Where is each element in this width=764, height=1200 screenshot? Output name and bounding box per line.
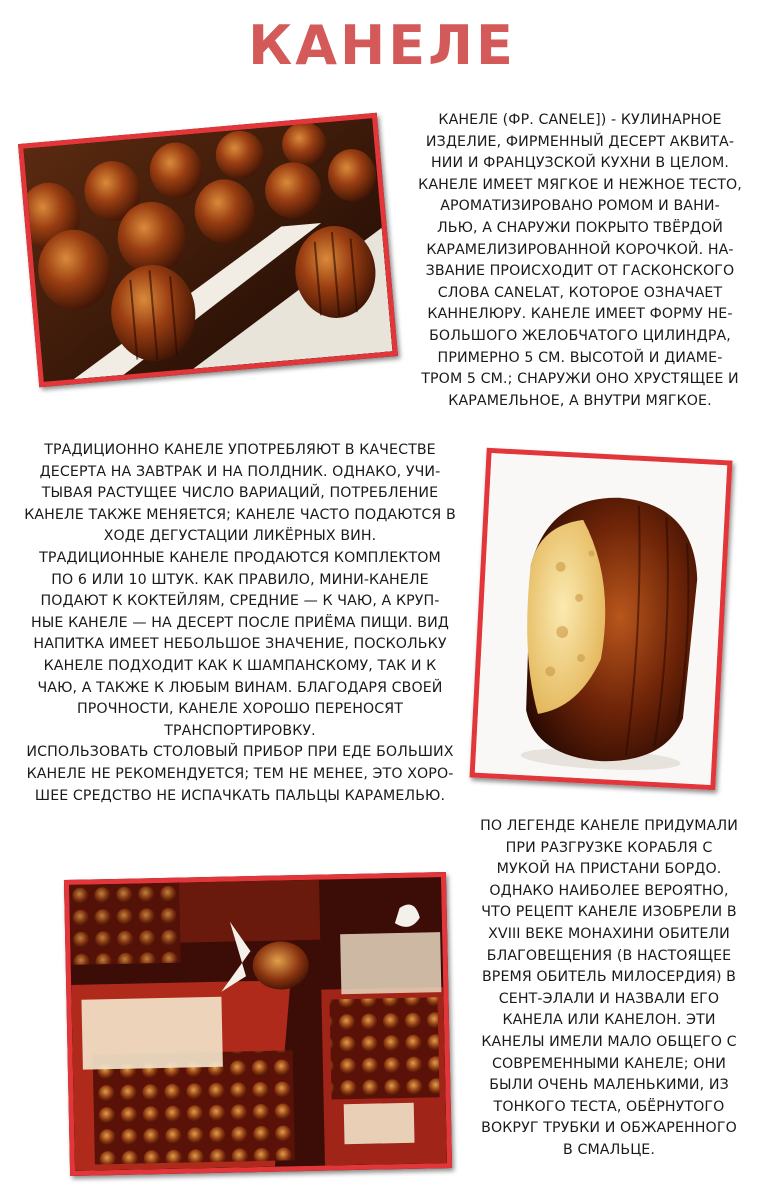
page-title: КАНЕЛЕ bbox=[248, 14, 516, 77]
tradition-paragraph: ТРАДИЦИОННО КАНЕЛЕ УПОТРЕБЛЯЮТ В КАЧЕСТВЕ ДЕСЕРТА НА ЗАВТРАК И НА ПОЛДНИК. ОДНАКО, УЧИ- ТЫВАЯ РАСТУЩЕЕ ЧИСЛО ВАРИАЦИЙ, ПОТРЕБЛЕНИЕ КАНЕЛЕ ТАКЖЕ МЕНЯЕТСЯ; КАНЕЛЕ ЧАСТО ПОДАЮТСЯ В ХОДЕ ДЕГУСТАЦИИ ЛИКЁРНЫХ ВИН. ТРАДИЦИОННЫЕ КАНЕЛЕ ПРОДАЮТСЯ КОМПЛЕКТОМ ПО 6 ИЛИ 10 ШТУК. КАК ПРАВИЛО, МИНИ-КАНЕЛЕ ПОДАЮТ К КОКТЕЙЛЯМ, СРЕДНИЕ — К ЧАЮ, А КРУП- НЫЕ КАНЕЛЕ — НА ДЕСЕРТ ПОСЛЕ ПРИЁМА ПИЩИ. ВИД НАПИТКА ИМЕЕТ НЕБОЛЬШОЕ ЗНАЧЕНИЕ, ПОСКОЛЬКУ КАНЕЛЕ ПОДХОДИТ КАК К ШАМПАНСКОМУ, ТАК И К ЧАЮ, А ТАКЖЕ К ЛЮБЫМ ВИНАМ. БЛАГОДАРЯ СВОЕЙ ПРОЧНОСТИ, КАНЕЛЕ ХОРОШО ПЕРЕНОСЯТ ТРАНСПОРТИРОВКУ. ИСПОЛЬЗОВАТЬ СТОЛОВЫЙ ПРИБОР ПРИ ЕДЕ БОЛЬШИХ КАНЕЛЕ НЕ РЕКОМЕНДУЕТСЯ; ТЕМ НЕ МЕНЕЕ, ЭТО ХОРО- ШЕЕ СРЕДСТВО НЕ ИСПАЧКАТЬ ПАЛЬЦЫ КАРАМЕЛЬЮ. bbox=[24, 442, 456, 804]
canele-boxes-photo bbox=[64, 872, 452, 1176]
canele-rows-photo bbox=[18, 113, 398, 387]
bitten-canele-photo bbox=[470, 448, 733, 790]
legend-paragraph: ПО ЛЕГЕНДЕ КАНЕЛЕ ПРИДУМАЛИ ПРИ РАЗГРУЗКЕ КОРАБЛЯ С МУКОЙ НА ПРИСТАНИ БОРДО. ОДНАКО НАИБОЛЕЕ ВЕРОЯТНО, ЧТО РЕЦЕПТ КАНЕЛЕ ИЗОБРЕЛИ В XVIII ВЕКЕ МОНАХИНИ ОБИТЕЛИ БЛАГОВЕЩЕНИЯ (В НАСТОЯЩЕЕ ВРЕМЯ ОБИТЕЛЬ МИЛОСЕРДИЯ) В СЕНТ-ЭЛАЛИ И НАЗВАЛИ ЕГО КАНЕЛА ИЛИ КАНЕЛОН. ЭТИ КАНЕЛЫ ИМЕЛИ МАЛО ОБЩЕГО С СОВРЕМЕННЫМИ КАНЕЛЕ; ОНИ БЫЛИ ОЧЕНЬ МАЛЕНЬКИМИ, ИЗ ТОНКОГО ТЕСТА, ОБЁРНУТОГО ВОКРУГ ТРУБКИ И ОБЖАРЕННОГО В СМАЛЬЦЕ. bbox=[480, 818, 738, 1158]
intro-paragraph: КАНЕЛЕ (ФР. CANELE]) - КУЛИНАРНОЕ ИЗДЕЛИЕ, ФИРМЕННЫЙ ДЕСЕРТ АКВИТА- НИИ И ФРАНЦУЗСКОЙ КУХНИ В ЦЕЛОМ. КАНЕЛЕ ИМЕЕТ МЯГКОЕ И НЕЖНОЕ ТЕСТО, АРОМАТИЗИРОВАНО РОМОМ И ВАНИ- ЛЬЮ, А СНАРУЖИ ПОКРЫТО ТВЁРДОЙ КАРАМЕЛИЗИРОВАННОЙ КОРОЧКОЙ. НА- ЗВАНИЕ ПРОИСХОДИТ ОТ ГАСКОНСКОГО СЛОВА CANELAT, КОТОРОЕ ОЗНАЧАЕТ КАННЕЛЮРУ. КАНЕЛЕ ИМЕЕТ ФОРМУ НЕ- БОЛЬШОГО ЖЕЛОБЧАТОГО ЦИЛИНДРА, ПРИМЕРНО 5 СМ. ВЫСОТОЙ И ДИАМЕ- ТРОМ 5 СМ.; СНАРУЖИ ОНО ХРУСТЯЩЕЕ И КАРАМЕЛЬНОЕ, А ВНУТРИ МЯГКОЕ. bbox=[418, 112, 742, 409]
